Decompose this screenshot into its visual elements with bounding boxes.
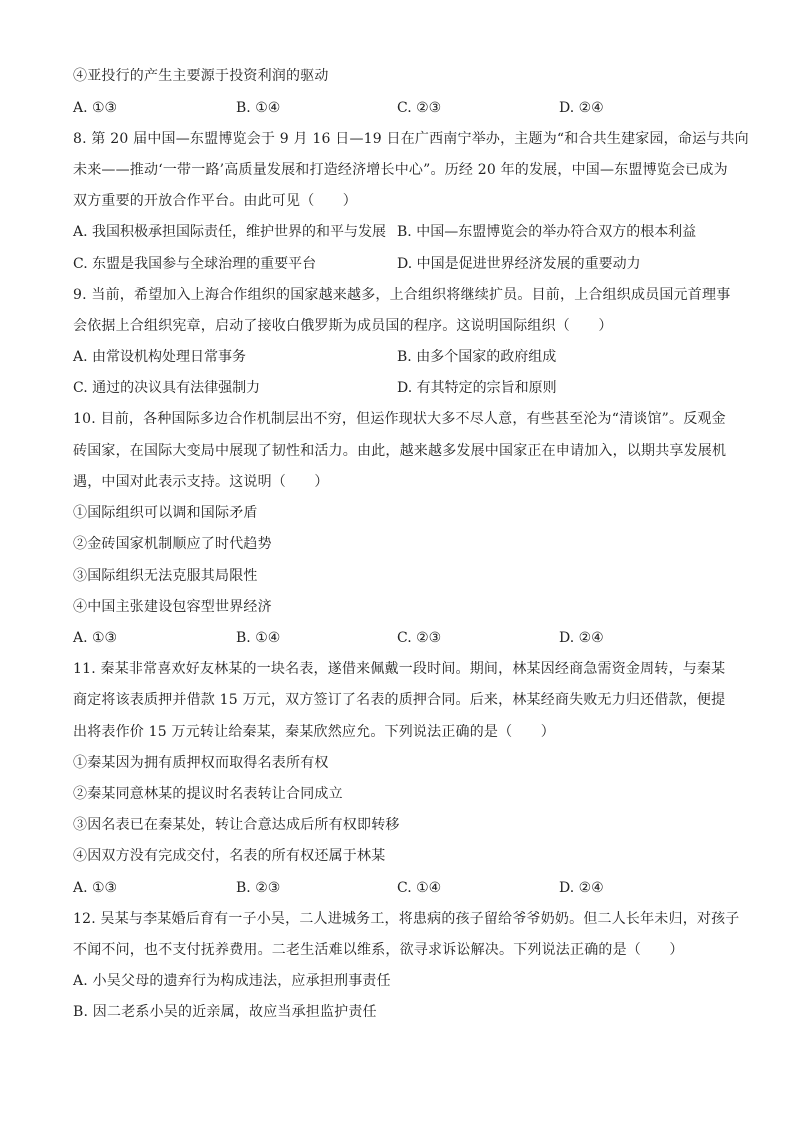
q11-stem-line-2: 商定将该表质押并借款 15 万元，双方签订了名表的质押合同。后来，林某经商失败无力归还借款，便提: [73, 692, 726, 708]
q7-option-d: D. ②④: [559, 100, 604, 116]
q7-option-a: A. ①③: [73, 100, 118, 116]
q8-stem-line-2: 未来——推动‘一带一路’高质量发展和打造经济增长中心”。历经 20 年的发展，中国—东盟博览会已成为: [73, 162, 728, 178]
q11-item-4: ④因双方没有完成交付，名表的所有权还属于林某: [73, 848, 386, 864]
q11-option-d: D. ②④: [559, 880, 604, 896]
q8-option-d: D. 中国是促进世界经济发展的重要动力: [397, 256, 641, 272]
q11-item-1: ①秦某因为拥有质押权而取得名表所有权: [73, 755, 329, 771]
q11-item-3: ③因名表已在秦某处，转让合意达成后所有权即转移: [73, 817, 400, 833]
q10-stem-line-1: 10. 目前，各种国际多边合作机制层出不穷，但运作现状大多不尽人意，有些甚至沦为“清谈馆”。反观金: [73, 411, 726, 427]
q9-options-row-1: [73, 347, 733, 367]
q7-option-b: B. ①④: [236, 100, 281, 116]
q8-stem-line-3: 双方重要的开放合作平台。由此可见（ ）: [73, 193, 357, 209]
q11-stem-line-3: 出将表作价 15 万元转让给秦某，秦某欣然应允。下列说法正确的是（ ）: [73, 724, 555, 740]
q8-options-row-1: [73, 222, 733, 242]
q8-option-a: A. 我国积极承担国际责任，维护世界的和平与发展: [73, 224, 387, 240]
q11-option-a: A. ①③: [73, 880, 118, 896]
q7-item-4: ④亚投行的产生主要源于投资利润的驱动: [73, 68, 329, 84]
q10-item-2: ②金砖国家机制顺应了时代趋势: [73, 536, 272, 552]
q12-stem-line-1: 12. 吴某与李某婚后育有一子小吴，二人进城务工，将患病的孩子留给爷爷奶奶。但二人长年未归，对孩子: [73, 911, 740, 927]
q11-option-c: C. ①④: [397, 880, 442, 896]
q10-item-1: ①国际组织可以调和国际矛盾: [73, 505, 258, 521]
q8-option-b: B. 中国—东盟博览会的举办符合双方的根本利益: [397, 224, 697, 240]
q10-stem-line-2: 砖国家，在国际大变局中展现了韧性和活力。由此，越来越多发展中国家正在申请加入，以期共享发展机: [73, 443, 727, 459]
q7-options: [73, 98, 733, 118]
q8-stem-line-1: 8. 第 20 届中国—东盟博览会于 9 月 16 日—19 日在广西南宁举办，主题为“和合共生建家园，命运与共向: [73, 131, 749, 147]
q9-option-c: C. 通过的决议具有法律强制力: [73, 380, 261, 396]
q9-stem-line-1: 9. 当前，希望加入上海合作组织的国家越来越多，上合组织将继续扩员。目前，上合组织成员国元首理事: [73, 287, 731, 303]
q12-stem-line-2: 不闻不问，也不支付抚养费用。二老生活难以维系，欲寻求诉讼解决。下列说法正确的是（ ）: [73, 942, 684, 958]
q9-stem-line-2: 会依据上合组织宪章，启动了接收白俄罗斯为成员国的程序。这说明国际组织（ ）: [73, 318, 613, 334]
q9-option-b: B. 由多个国家的政府组成: [397, 349, 557, 365]
q11-item-2: ②秦某同意林某的提议时名表转让合同成立: [73, 786, 343, 802]
q10-item-3: ③国际组织无法克服其局限性: [73, 568, 258, 584]
q11-stem-line-1: 11. 秦某非常喜欢好友林某的一块名表，遂借来佩戴一段时间。期间，林某因经商急需资金周转，与秦某: [73, 661, 726, 677]
q11-option-b: B. ②③: [236, 880, 281, 896]
q10-options: [73, 628, 733, 648]
q8-option-c: C. 东盟是我国参与全球治理的重要平台: [73, 256, 317, 272]
q10-option-b: B. ①④: [236, 630, 281, 646]
q9-options-row-2: [73, 378, 733, 398]
q7-option-c: C. ②③: [397, 100, 442, 116]
q10-item-4: ④中国主张建设包容型世界经济: [73, 599, 272, 615]
q11-options: [73, 878, 733, 898]
q9-option-d: D. 有其特定的宗旨和原则: [397, 380, 557, 396]
q10-stem-line-3: 遇，中国对此表示支持。这说明（ ）: [73, 474, 329, 490]
q9-option-a: A. 由常设机构处理日常事务: [73, 349, 247, 365]
q10-option-a: A. ①③: [73, 630, 118, 646]
q12-option-a: A. 小吴父母的遗弃行为构成违法，应承担刑事责任: [73, 973, 391, 989]
q10-option-c: C. ②③: [397, 630, 442, 646]
q12-option-b: B. 因二老系小吴的近亲属，故应当承担监护责任: [73, 1004, 377, 1020]
q8-options-row-2: [73, 254, 733, 274]
q10-option-d: D. ②④: [559, 630, 604, 646]
